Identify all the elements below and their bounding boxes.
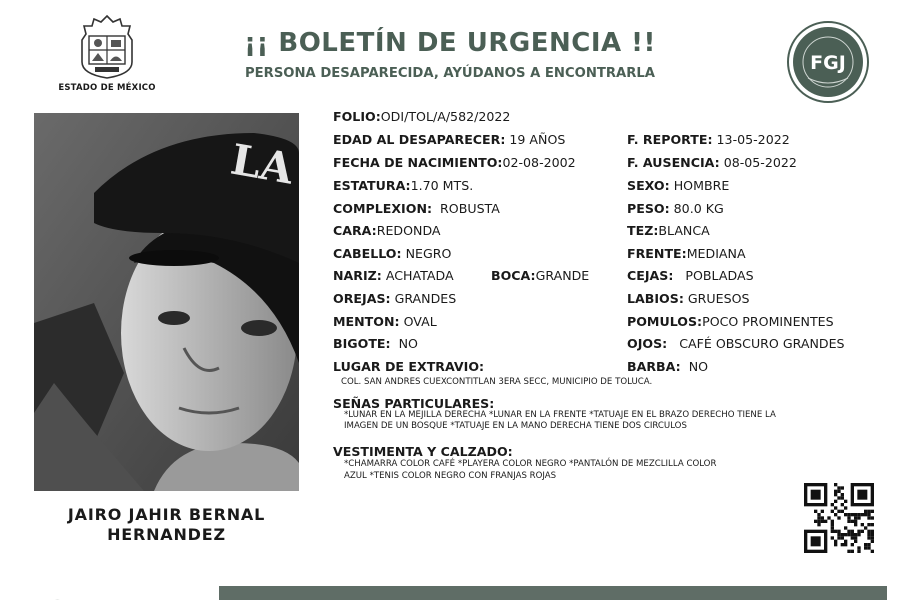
senas-heading: SEÑAS PARTICULARES: (333, 396, 495, 411)
field-cara: CARA:REDONDA (333, 223, 441, 238)
qr-code (804, 483, 874, 553)
coat-of-arms-icon (78, 14, 136, 80)
field-cejas: CEJAS: POBLADAS (627, 268, 754, 283)
field-edad: EDAD AL DESAPARECER: 19 AÑOS (333, 132, 566, 147)
fgj-logo-text: FGJ (810, 52, 846, 74)
fgj-logo (786, 20, 870, 104)
field-ojos: OJOS: CAFÉ OBSCURO GRANDES (627, 336, 845, 351)
field-bigote: BIGOTE: NO (333, 336, 418, 351)
vestimenta-line1: *CHAMARRA COLOR CAFÉ *PLAYERA COLOR NEGRO *PANTALÓN DE MEZCLILLA COLOR (344, 459, 717, 469)
person-name (34, 505, 299, 545)
person-name-line2: HERNANDEZ (107, 525, 226, 544)
field-reporte: F. REPORTE: 13-05-2022 (627, 132, 790, 147)
bottom-logo-fragment (36, 592, 126, 600)
field-lugar-label: LUGAR DE EXTRAVIO: (333, 359, 485, 374)
vestimenta-line2: AZUL *TENIS COLOR NEGRO CON FRANJAS ROJAS (344, 471, 557, 481)
person-name-line1: JAIRO JAHIR BERNAL (67, 505, 266, 524)
field-frente: FRENTE:MEDIANA (627, 246, 746, 261)
field-labios: LABIOS: GRUESOS (627, 291, 750, 306)
qr-code-icon (804, 483, 874, 553)
senas-line2: IMAGEN DE UN BOSQUE *TATUAJE EN LA MANO DERECHA TIENE DOS CIRCULOS (344, 421, 687, 431)
vestimenta-heading: VESTIMENTA Y CALZADO: (333, 444, 513, 459)
field-estatura: ESTATURA:1.70 MTS. (333, 178, 474, 193)
bulletin-subtitle: PERSONA DESAPARECIDA, AYÚDANOS A ENCONTRARLA (244, 66, 655, 81)
senas-line1: *LUNAR EN LA MEJILLA DERECHA *LUNAR EN LA FRENTE *TATUAJE EN EL BRAZO DERECHO TIENE LA (344, 410, 776, 420)
field-peso: PESO: 80.0 KG (627, 201, 724, 216)
lugar-value: COL. SAN ANDRES CUEXCONTITLAN 3ERA SECC, MUNICIPIO DE TOLUCA. (341, 377, 653, 387)
field-boca: BOCA:GRANDE (491, 268, 590, 283)
field-ausencia: F. AUSENCIA: 08-05-2022 (627, 155, 797, 170)
svg-text:LA: LA (227, 134, 297, 194)
bottom-banner (219, 586, 887, 600)
field-orejas: OREJAS: GRANDES (333, 291, 457, 306)
bulletin-title: ¡¡ BOLETÍN DE URGENCIA !! (244, 28, 656, 58)
field-folio: FOLIO:ODI/TOL/A/582/2022 (333, 109, 511, 124)
field-nariz: NARIZ: ACHATADA (333, 268, 454, 283)
field-pomulos: POMULOS:POCO PROMINENTES (627, 314, 834, 329)
fgj-seal-icon (786, 20, 870, 104)
state-label: ESTADO DE MÉXICO (58, 83, 156, 93)
missing-person-photo (34, 113, 299, 491)
field-complexion: COMPLEXION: ROBUSTA (333, 201, 500, 216)
estado-de-mexico-logo (52, 14, 162, 93)
field-sexo: SEXO: HOMBRE (627, 178, 730, 193)
field-tez: TEZ:BLANCA (627, 223, 710, 238)
field-nacimiento: FECHA DE NACIMIENTO:02-08-2002 (333, 155, 576, 170)
field-menton: MENTON: OVAL (333, 314, 437, 329)
field-cabello: CABELLO: NEGRO (333, 246, 452, 261)
field-barba: BARBA: NO (627, 359, 709, 374)
